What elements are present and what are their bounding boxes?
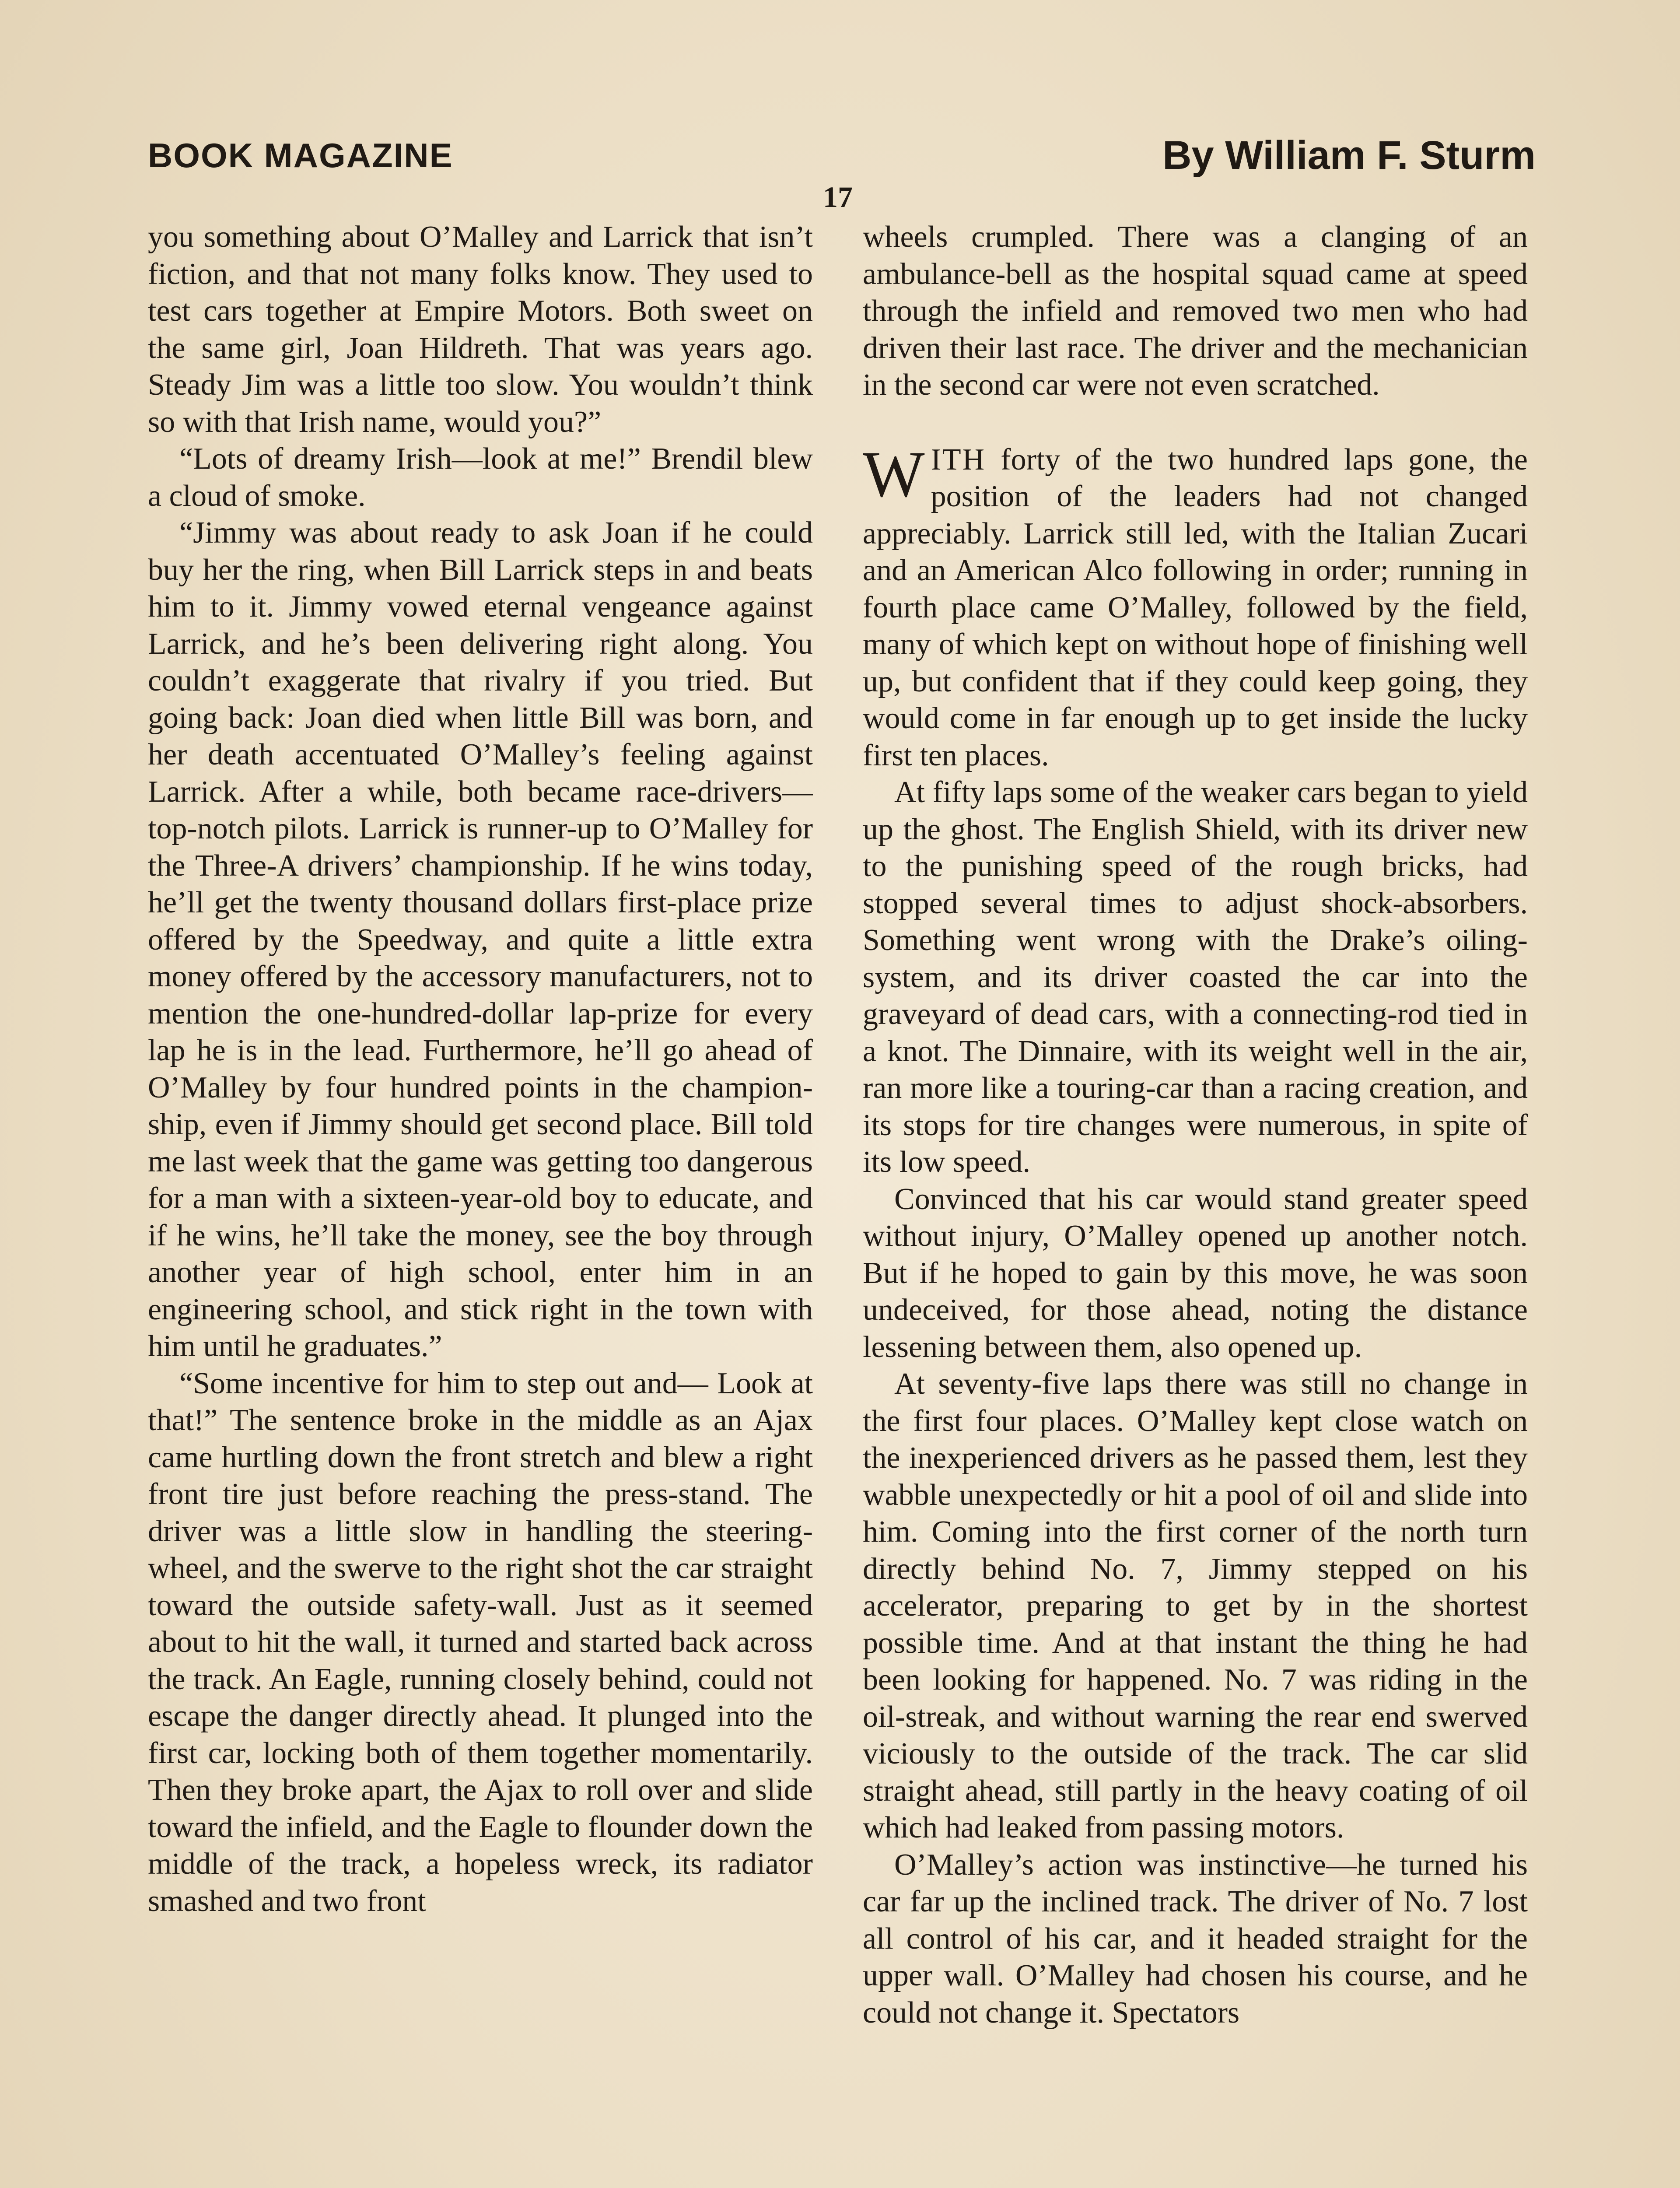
paragraph: At fifty laps some of the weaker cars began to yield up the ghost. The English Shield, with its driver new to the punishing speed of the rough bricks, had stopped several times to adjust shock-absorbers. Something went wrong with the Drake’s oiling-system, and its driver coasted the car into the graveyard of dead cars, with a connecting-rod tied in a knot. The Dinnaire, with its weight well in the air, ran more like a touring-car than a racing creation, and its stops for tire changes were numerous, in spite of its low speed. [863, 775, 1528, 1179]
paragraph: “Jimmy was about ready to ask Joan if he could buy her the ring, when Bill Larrick steps in and beats him to it. Jimmy vowed eternal vengeance against Larrick, and he’s been delivering right along. You couldn’t exaggerate that rivalry if you tried. But going back: Joan died when little Bill was born, and her death accentuated O’Malley’s feeling against Larrick. After a while, both became race-drivers—top-notch pilots. Larrick is runner-up to O’Malley for the Three-A drivers’ championship. If he wins today, he’ll get the twenty thousand dollars first-place prize offered by the Speedway, and quite a little extra money offered by the accessory manufacturers, not to mention the one-hundred-dollar lap-prize for every lap he is in the lead. Furthermore, he’ll go ahead of O’Malley by four hundred points in the championship, even if Jimmy should get second place. Bill told me last week that the game was getting too dangerous for a man with a sixteen-year-old boy to educate, and if he wins, he’ll take the money, see the boy through another year of high school, enter him in an engineering school, and stick right in the town with him until he graduates.” [148, 516, 813, 1363]
paragraph: wheels crumpled. There was a clanging of an ambulance-bell as the hospital squad came at speed through the infield and removed two men who had driven their last race. The driver and the mechanician in the second car were not even scratched. [863, 220, 1528, 402]
paragraph: you something about O’Malley and Larrick that isn’t fiction, and that not many folks know. They used to test cars together at Empire Motors. Both sweet on the same girl, Joan Hildreth. That was years ago. Steady Jim was a little too slow. You wouldn’t think so with that Irish name, would you?” [148, 220, 813, 439]
section-opening-text: forty of the two hundred laps gone, the position of the leaders had not changed appreciably. Larrick still led, with the Italian Zucari and an American Alco following in order; running in fourth place came O’Malley, followed by the field, many of which kept on without hope of finishing well up, but confident that if they could keep going, they would come in far enough up to get inside the lucky first ten places. [863, 442, 1528, 772]
author-byline: By William F. Sturm [1162, 133, 1536, 178]
paragraph: Convinced that his car would stand greater speed without injury, O’Malley opened up another notch. But if he hoped to gain by this move, he was soon undeceived, for those ahead, noting the distance lessening between them, also opened up. [863, 1182, 1528, 1364]
paragraph: “Some incentive for him to step out and— Look at that!” The sentence broke in the middle as an Ajax came hurtling down the front stretch and blew a right front tire just before reaching the press-stand. The driver was a little slow in handling the steering-wheel, and the swerve to the right shot the car straight toward the outside safety-wall. Just as it seemed about to hit the wall, it turned and started back across the track. An Eagle, running closely behind, could not escape the danger directly ahead. It plunged into the first car, locking both of them together momentarily. Then they broke apart, the Ajax to roll over and slide toward the infield, and the Eagle to flounder down the middle of the track, a hopeless wreck, its radiator smashed and two front [148, 1366, 813, 1918]
drop-cap: W [863, 438, 925, 511]
paragraph: O’Malley’s action was instinctive—he turned his car far up the inclined track. The driver of No. 7 lost all control of his car, and it headed straight for the upper wall. O’Malley had chosen his course, and he could not change it. Spectators [863, 1848, 1528, 2030]
section-opening-paragraph [863, 438, 1528, 775]
left-column [148, 219, 813, 2188]
magazine-title: BOOK MAGAZINE [148, 136, 453, 175]
right-column [863, 219, 1528, 2188]
paragraph: At seventy-five laps there was still no change in the first four places. O’Malley kept close watch on the inexperienced drivers as he passed them, lest they wabble unexpectedly or hit a pool of oil and slide into him. Coming into the first corner of the north turn directly behind No. 7, Jimmy stepped on his accelerator, preparing to get by in the shortest possible time. And at that instant the thing he had been looking for happened. No. 7 was riding in the oil-streak, and without warning the rear end swerved viciously to the outside of the track. The car slid straight ahead, still partly in the heavy coating of oil which had leaked from passing motors. [863, 1367, 1528, 1844]
section-opening-smallcaps: ITH [931, 442, 986, 477]
page-number: 17 [823, 180, 853, 214]
running-head [148, 131, 1536, 179]
paragraph: “Lots of dreamy Irish—look at me!” Brendil blew a cloud of smoke. [148, 442, 813, 513]
